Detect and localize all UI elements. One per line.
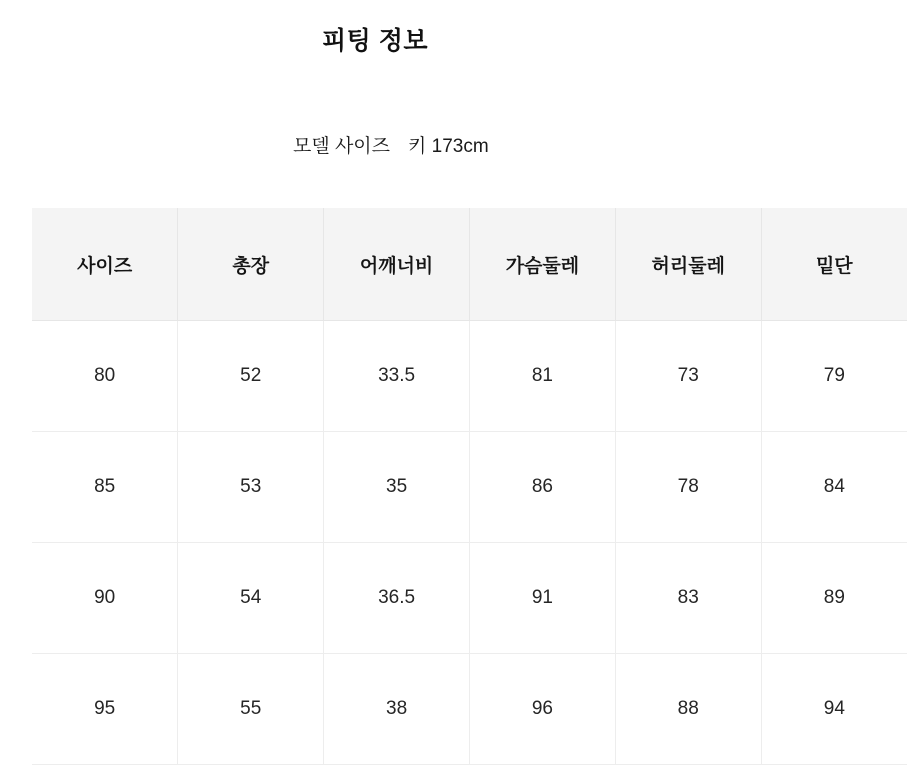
table-cell: 90 — [32, 543, 178, 654]
table-header-cell: 어깨너비 — [324, 208, 470, 321]
size-table-container — [32, 208, 853, 765]
table-cell: 84 — [761, 432, 907, 543]
table-cell: 52 — [178, 321, 324, 432]
left-edge-mask — [0, 208, 32, 774]
table-cell: 86 — [469, 432, 615, 543]
table-row — [32, 432, 907, 543]
table-cell: 55 — [178, 654, 324, 765]
table-cell: 85 — [32, 432, 178, 543]
table-cell: 33.5 — [324, 321, 470, 432]
table-header-row — [32, 208, 907, 321]
table-cell: 81 — [469, 321, 615, 432]
model-size-label: 모델 사이즈 — [292, 135, 391, 157]
size-table-body — [32, 321, 907, 765]
table-row — [32, 654, 907, 765]
table-cell: 78 — [615, 432, 761, 543]
table-cell: 53 — [178, 432, 324, 543]
table-cell: 91 — [469, 543, 615, 654]
table-cell: 38 — [324, 654, 470, 765]
table-header-cell: 밑단 — [761, 208, 907, 321]
table-cell: 79 — [761, 321, 907, 432]
model-size-line — [0, 99, 750, 195]
table-cell: 73 — [615, 321, 761, 432]
model-size-value: 키 173cm — [408, 135, 489, 157]
table-header-cell: 가슴둘레 — [469, 208, 615, 321]
table-header-cell: 사이즈 — [32, 208, 178, 321]
table-cell: 88 — [615, 654, 761, 765]
table-cell: 89 — [761, 543, 907, 654]
table-cell: 80 — [32, 321, 178, 432]
table-cell: 96 — [469, 654, 615, 765]
table-row — [32, 321, 907, 432]
table-cell: 35 — [324, 432, 470, 543]
page-title: 피팅 정보 — [321, 27, 429, 55]
table-cell: 95 — [32, 654, 178, 765]
table-cell: 83 — [615, 543, 761, 654]
table-cell: 94 — [761, 654, 907, 765]
table-header-cell: 허리둘레 — [615, 208, 761, 321]
table-cell: 36.5 — [324, 543, 470, 654]
table-header-cell: 총장 — [178, 208, 324, 321]
table-row — [32, 543, 907, 654]
size-table-head — [32, 208, 907, 321]
size-table — [32, 208, 907, 765]
table-cell: 54 — [178, 543, 324, 654]
